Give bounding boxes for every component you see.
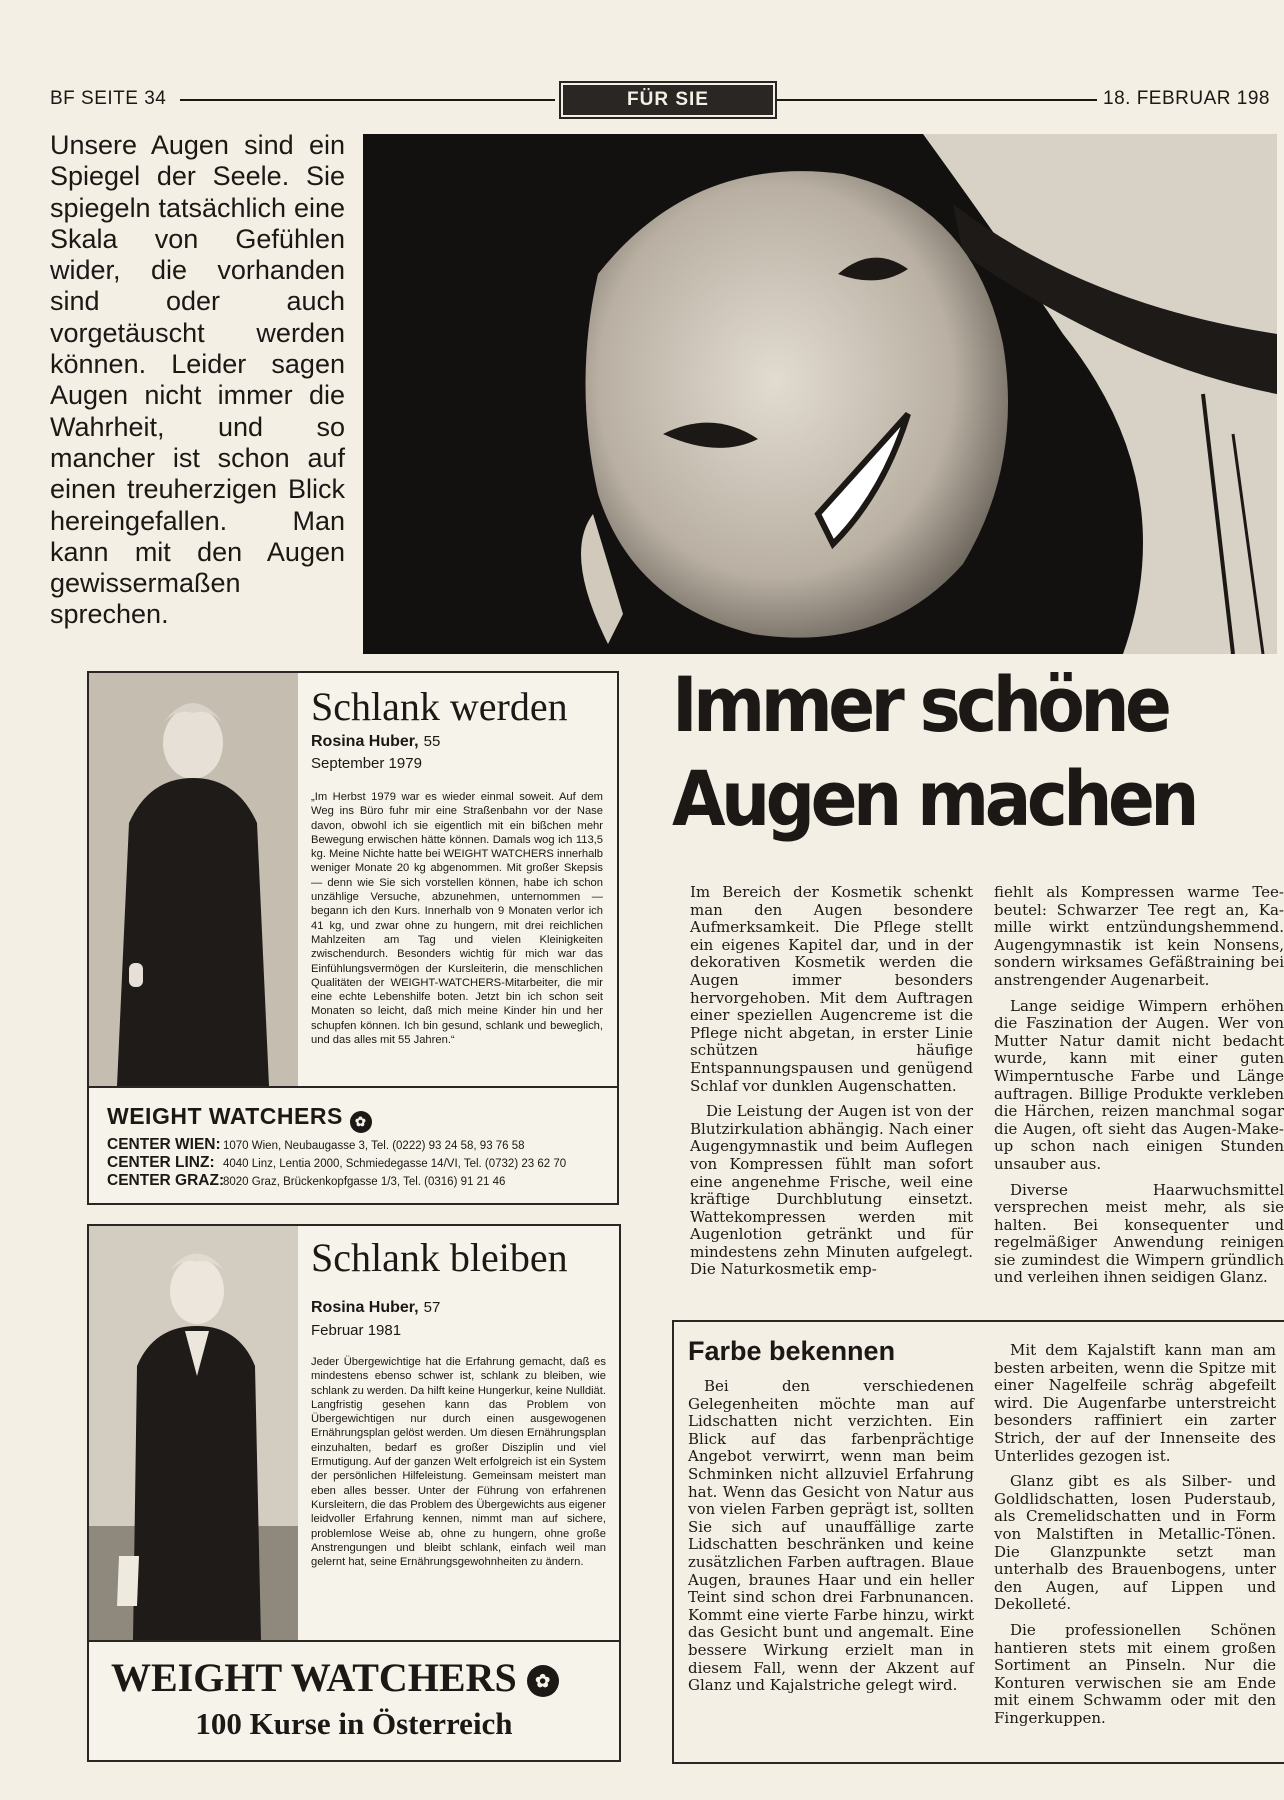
center-row: CENTER GRAZ:8020 Graz, Brückenkopfgasse 1/3, Tel. (0316) 91 21 46 xyxy=(107,1172,506,1189)
ad-title: Schlank bleiben xyxy=(311,1235,568,1280)
section-badge: FÜR SIE xyxy=(559,81,777,119)
article-column-2 xyxy=(994,884,1284,1287)
ad-date: Februar 1981 xyxy=(311,1322,402,1339)
ad-title: Schlank werden xyxy=(311,684,568,729)
box-column-1 xyxy=(688,1378,974,1695)
ad-schlank-werden xyxy=(87,671,619,1205)
ad-person-age: 57 xyxy=(423,1299,441,1316)
intro-paragraph: Unsere Augen sind ein Spiegel der Seele. Sie spiegeln tatsächlich eine Skala von Gefühlen wider, die vorhanden sind oder auch vorgetäuscht werden können. Leider sagen Augen nicht immer die Wahrheit, und so mancher ist schon auf einen treuherzigen Blick hereingefallen. Man kann mit den Augen gewissermaßen sprechen. xyxy=(50,130,345,630)
header-rule-right xyxy=(777,99,1097,101)
header-rule-left xyxy=(180,99,555,101)
center-row: CENTER LINZ: 4040 Linz, Lentia 2000, Schmiedegasse 14/VI, Tel. (0732) 23 62 70 xyxy=(107,1154,567,1171)
issue-date: 18. FEBRUAR 198 xyxy=(1103,88,1270,109)
ad-testimonial: „Im Herbst 1979 war es wieder einmal soweit. Auf dem Weg ins Büro fuhr mir eine Straßenbahn vor der Nase davon, obwohl ich sie eigentlich mit ein bißchen mehr Bewegung erwischen hätte können. Damals wog ich 113,5 kg. Meine Nichte hatte bei WEIGHT WATCHERS innerhalb weniger Monate 20 kg abgenommen. Mit großer Skepsis — denn wie Sie sich vorstellen können, habe ich schon unzählige Versuche, abzunehmen, unternommen — begann ich den Kurs. Innerhalb von 9 Monaten verlor ich 41 kg, und zwar ohne zu hungern, mit drei reichlichen Mahlzeiten am Tag und vielen Kleinigkeiten zwischendurch. Besonders wichtig für mich war das Einfühlungsvermögen der Kursleiterin, die menschlichen Qualitäten der WEIGHT-WATCHERS-Mitarbeiter, die mir eine echte Lebenshilfe boten. Jetzt bin ich schon seit Monaten so leicht, daß mich meine Kinder hin und her schupfen können. Ich bin gesund, schlank und beweglich, und das alles mit 55 Jahren.“ xyxy=(311,791,604,1047)
ad-person-age: 55 xyxy=(423,733,441,750)
box-paragraph: Mit dem Kajalstift kann man am besten arbeiten, wenn die Spitze mit einer Nagelfeile schräg abgefeilt wird. Die Augenfarbe unterstreicht besonders raffiniert ein zarter Strich, der auf der Innenseite des Unterlides gezogen ist. xyxy=(994,1341,1276,1465)
article-paragraph: Diverse Haarwuchsmittel versprechen meist mehr, als sie halten. Bei konsequenter und regelmäßiger Anwendung reinigen sie zumindest die Wimpern gründlich und verleihen ihnen seidigen Glanz. xyxy=(994,1180,1284,1287)
ww-logo: WEIGHT WATCHERS xyxy=(107,1103,343,1129)
portrait-photo xyxy=(363,134,1277,654)
ad-date: September 1979 xyxy=(311,755,422,772)
center-list xyxy=(107,1136,612,1190)
ad-person-photo xyxy=(89,1226,298,1640)
page-number: BF SEITE 34 xyxy=(50,88,167,109)
box-paragraph: Glanz gibt es als Silber- und Goldlidschatten, losen Puderstaub, als Cremelidschatten und in Form von Malstiften in Metallic-Tönen. Die Glanzpunkte setzt man unterhalb des Brauenbogens, unter den Augen, auf Lippen und Dekolleté. xyxy=(994,1472,1276,1614)
ad-person-name: Rosina Huber, xyxy=(311,1299,419,1316)
ad-person-photo xyxy=(89,673,298,1086)
ad-person-name: Rosina Huber, xyxy=(311,733,419,750)
ww-logo: WEIGHT WATCHERS xyxy=(111,1655,517,1700)
article-headline: Immer schöne Augen machen xyxy=(672,660,1195,843)
ad-schlank-bleiben xyxy=(87,1224,621,1762)
sidebar-box xyxy=(672,1320,1284,1764)
divider xyxy=(89,1640,619,1642)
article-paragraph: fiehlt als Kompressen warme Tee-beutel: Schwarzer Tee regt an, Ka-mille wirkt entzündungshemmend. Augengymnastik ist kein Nonsens, sondern wirksames Gefäßtraining bei anstrengender Augenarbeit. xyxy=(994,884,1284,989)
ww-emblem-icon: ✿ xyxy=(527,1665,559,1697)
article-paragraph: Im Bereich der Kosmetik schenkt man den Augen besondere Aufmerksamkeit. Die Pflege stellt ein eigenes Kapitel dar, und in der dekorativen Kosmetik werden die Augen immer besonders hervorgehoben. Mit dem Auftragen einer speziellen Augencreme ist die Pflege nicht abgetan, in erster Linie schützen häufige Entspannungspausen und genügend Schlaf vor dunklen Augenschatten. xyxy=(690,883,973,1095)
box-column-2 xyxy=(994,1342,1276,1727)
box-paragraph: Bei den verschiedenen Gelegenheiten möchte man auf Lidschatten nicht verzichten. Ein Blick auf das farbenprächtige Angebot verwirrt, wenn man beim Schminken nicht allzuviel Erfahrung hat. Wenn das Gesicht von Natur aus von vielen Farben geprägt ist, sollten Sie sich auf unauffällige zarte Lidschatten beschränken und keine zusätzlichen Farben auftragen. Blaue Augen, braunes Haar und ein heller Teint sind schon drei Farbnunancen. Kommt eine vierte Farbe hinzu, wirkt das Gesicht bunt und angemalt. Eine bessere Wirkung erzielt man in diesem Fall, wenn der Akzent auf Glanz und Kajalstriche gelegt wird. xyxy=(688,1377,974,1695)
box-title: Farbe bekennen xyxy=(688,1336,896,1366)
article-column-1 xyxy=(690,884,973,1279)
center-row: CENTER WIEN: 1070 Wien, Neubaugasse 3, Tel. (0222) 93 24 58, 93 76 58 xyxy=(107,1136,525,1153)
box-paragraph: Die professionellen Schönen hantieren stets mit einem großen Sortiment an Pinseln. Nur die Konturen verwischen sie am Ende mit einem Schwamm oder mit den Fingerkuppen. xyxy=(994,1620,1276,1727)
ad-tagline: 100 Kurse in Österreich xyxy=(195,1706,513,1741)
ad-testimonial: Jeder Übergewichtige hat die Erfahrung gemacht, daß es mindestens ebenso schwer ist, schlank zu bleiben, wie schlank zu werden. Da hilft keine Hungerkur, keine Nulldiät. Langfristig gesehen kann das Problem von Übergewichtigen nur durch einen ausgewogenen Ernährungsplan gelöst werden. Um diesen Ernährungsplan einzuhalten, bedarf es großer Disziplin und viel Ermutigung. Auf der ganzen Welt erfolgreich ist ein System der persönlichen Hilfeleistung. Gemeinsam meistert man eben alles besser. Unter der Führung von erfahrenen Kursleitern, die das Problem des Übergewichts aus eigener leidvoller Erfahrung kennen, nimmt man auf sichere, problemlose Weise ab, ohne zu hungern, ohne große Anstrengungen und bleibt schlank, einfach weil man gelernt hat, seine Ernährungsgewohnheiten zu ändern. xyxy=(311,1356,606,1569)
divider xyxy=(89,1086,617,1088)
ww-emblem-icon: ✿ xyxy=(350,1111,372,1133)
article-paragraph: Die Leistung der Augen ist von der Blutzirkulation abhängig. Nach einer Augengymnastik und beim Auflegen von Kompressen fühlt man sofort eine angenehme Frische, weil eine kräftige Durchblutung einsetzt. Wattekompressen werden mit Augenlotion getränkt und für mindestens zehn Minuten aufgelegt. Die Naturkosmetik emp- xyxy=(690,1102,973,1279)
article-paragraph: Lange seidige Wimpern erhöhen die Faszination der Augen. Wer von Mutter Natur damit nicht bedacht wurde, kann mit einer guten Wimperntusche Farbe und Länge auftragen. Billige Produkte verkleben die Härchen, reizen manchmal sogar die Augen, oft sieht das Augen-Make-up schon nach einigen Stunden unsauber aus. xyxy=(994,996,1284,1173)
